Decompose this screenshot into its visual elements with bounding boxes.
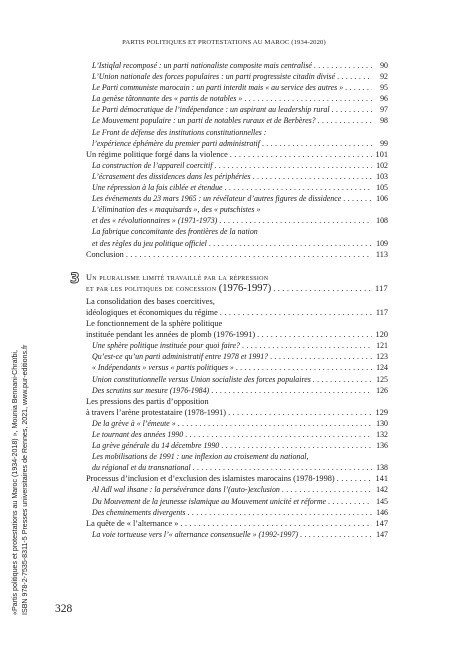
toc-entry: « Indépendants » versus « partis politiques » . . . 124	[86, 362, 388, 373]
part-title-line1: Un pluralisme limité travaillé par la répression	[86, 272, 269, 282]
toc-section: idéologiques et économiques du régime . . . 117	[86, 307, 388, 318]
toc-entry: L’écrasement des dissidences dans les périphéries . . . 103	[86, 171, 388, 182]
part-number: 3	[70, 270, 81, 287]
toc-conclusion: Conclusion . . . 113	[86, 249, 388, 260]
toc-section: à travers l’arène protestataire (1978-1991) . . . 129	[86, 407, 388, 418]
toc-section: Processus d’inclusion et d’exclusion des islamistes marocains (1978-1998) . . . 141	[86, 473, 388, 484]
toc-entry: Le tournant des années 1990 . . . 132	[86, 429, 388, 440]
toc-section-continued: La consolidation des bases coercitives,	[86, 296, 215, 306]
toc-section: La quête de « l’alternance » . . . 147	[86, 518, 388, 529]
copyright-line: ISBN 978-2-7535-8311-5 Presses universitaires de Rennes, 2021, www.pur-editions.fr	[21, 344, 29, 615]
toc-entry-continued: Les mobilisations de 1991 : une inflexion au croisement du national,	[92, 452, 309, 462]
toc-entry: Al Adl wal ihsane : la persévérance dans l’(auto-)exclusion . . . 142	[86, 484, 388, 495]
part-title-line2: et par les politiques de concession (1976-1997) . . . 117	[86, 283, 388, 294]
toc-entry: Des cheminements divergents . . . 146	[86, 507, 388, 518]
toc-entry: et des règles du jeu politique officiel . . . 109	[86, 238, 388, 249]
toc-entry-continued: Le Front de défense des institutions constitutionnelles :	[92, 127, 267, 137]
toc-entry: du régional et du transnational . . . 138	[86, 462, 388, 473]
copyright-line: «Partis politiques et protestations au Maroc (1934-2018) », Mounia Bennani-Chraïbi,	[11, 350, 19, 615]
toc-entry: Les événements du 23 mars 1965 : un révélateur d’autres figures de dissidence . . . 106	[86, 193, 388, 204]
copyright-sidebar	[10, 345, 30, 615]
page-number: 328	[55, 603, 73, 615]
toc-entry: L’Union nationale des forces populaires : un parti progressiste citadin divisé . . . 92	[86, 71, 388, 82]
toc-entry: l’expérience éphémère du premier parti administratif . . . 99	[86, 138, 388, 149]
toc-entry: Une sphère politique instituée pour quoi faire? . . . 121	[86, 340, 388, 351]
toc-entry: De la grève à « l’émeute » . . . 130	[86, 418, 388, 429]
toc-entry: Des scrutins sur mesure (1976-1984) . . . 126	[86, 385, 388, 396]
toc-section-continued: Les pressions des partis d’opposition	[86, 396, 209, 406]
toc-entry: La construction de l’appareil coercitif . . . 102	[86, 160, 388, 171]
table-of-contents	[70, 60, 388, 540]
toc-entry: Le Parti démocratique de l’indépendance : un aspirant au leadership rural . . . 97	[86, 104, 388, 115]
toc-section: instituée pendant les années de plomb (1976-1991) . . . 120	[86, 329, 388, 340]
toc-section-continued: Le fonctionnement de la sphère politique	[86, 319, 223, 329]
toc-entry: La voie tortueuse vers l’« alternance consensuelle » (1992-1997) . . . 147	[86, 529, 388, 540]
toc-entry-continued: L’élimination des « maquisards », des « putschistes »	[92, 205, 261, 215]
toc-entry: Du Mouvement de la jeunesse islamique au Mouvement unicité et réforme . . . 145	[86, 496, 388, 507]
toc-entry: Une répression à la fois ciblée et étendue . . . 105	[86, 182, 388, 193]
toc-entry: Le Mouvement populaire : un parti de notables ruraux et de Berbères? . . . 98	[86, 115, 388, 126]
running-header: PARTIS POLITIQUES ET PROTESTATIONS AU MAROC (1934-2020)	[122, 39, 326, 46]
toc-section: Un régime politique forgé dans la violence . . . 101	[86, 149, 388, 160]
toc-entry: Qu’est-ce qu’un parti administratif entre 1978 et 1991? . . . 123	[86, 351, 388, 362]
toc-entry-continued: La fabrique concomitante des frontières de la nation	[92, 227, 258, 237]
toc-entry: La genèse tâtonnante des « partis de notables » . . . 96	[86, 93, 388, 104]
toc-entry: Le Parti communiste marocain : un parti interdit mais « au service des autres » . . . 95	[86, 82, 388, 93]
toc-entry: et des « révolutionnaires » (1971-1973) . . . 108	[86, 215, 388, 226]
toc-entry: La grève générale du 14 décembre 1990 . . . 136	[86, 440, 388, 451]
toc-entry: Union constitutionnelle versus Union socialiste des forces populaires . . . 125	[86, 374, 388, 385]
toc-entry: L’Istiqlal recomposé : un parti nationaliste composite mais centralisé . . . 90	[86, 60, 388, 71]
part-heading	[70, 270, 388, 294]
